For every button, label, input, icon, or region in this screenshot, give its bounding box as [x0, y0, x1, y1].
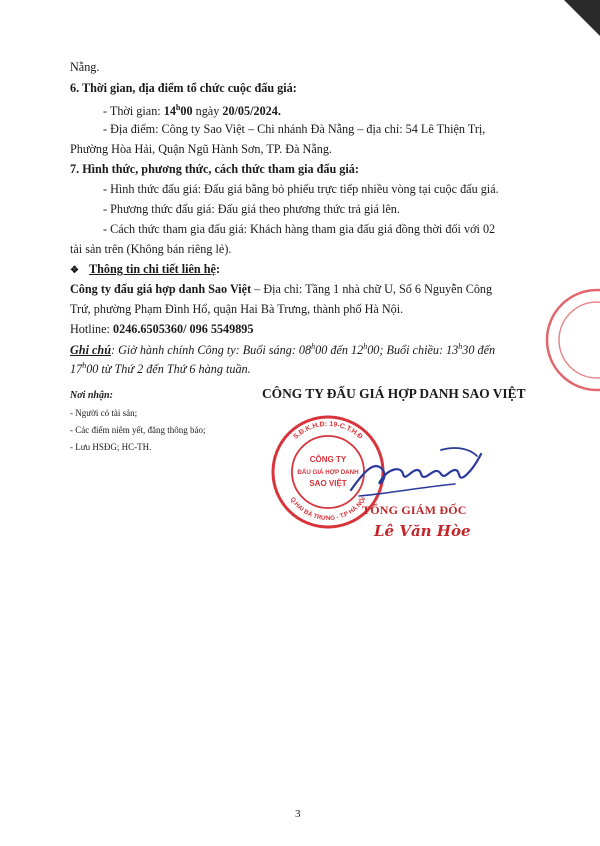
- hotline: [70, 321, 254, 337]
- contact-colon: :: [215, 262, 220, 276]
- section-7-title: 7. Hình thức, phương thức, cách thức tham gia đấu giá:: [70, 162, 359, 176]
- time-hour: 14: [163, 104, 176, 119]
- auction-time: [103, 100, 281, 119]
- note-sup-2: h: [363, 342, 368, 351]
- stamp-line-3: SAO VIỆT: [309, 479, 347, 488]
- contact-address-2: Trứ, phường Phạm Đình Hổ, quận Hai Bà Trưng, thành phố Hà Nội.: [70, 302, 404, 316]
- note-sup-1: h: [311, 342, 316, 351]
- note-text-b: 00 đến 12: [315, 343, 364, 358]
- note-sup-3: h: [458, 342, 463, 351]
- auction-form: - Hình thức đấu giá: Đấu giá bằng bỏ phiếu trực tiếp nhiều vòng tại cuộc đấu giá.: [103, 182, 499, 196]
- contact-address-1: [70, 281, 492, 297]
- contact-company: Công ty đấu giá hợp danh Sao Việt: [70, 282, 252, 296]
- handwritten-signature-icon: [345, 440, 485, 510]
- diamond-bullet-icon: ❖: [70, 265, 79, 276]
- recipients-title: [70, 390, 113, 401]
- signer-title: TỔNG GIÁM ĐỐC: [362, 503, 467, 517]
- partial-stamp-right: [545, 285, 600, 395]
- stamp-ring-bottom: Q.HAI BÀ TRƯNG - T.P HÀ NỘI: [288, 496, 368, 523]
- note-line-2: [70, 358, 251, 377]
- recipient-item: - Người có tài sản;: [70, 408, 138, 418]
- time-minute: 00: [180, 104, 193, 119]
- note-text-f: 00 từ Thứ 2 đến Thứ 6 hàng tuần.: [86, 362, 251, 377]
- recipients-title-text: Nơi nhận: [70, 390, 110, 401]
- stamp-ring-top: S.Đ.K.H.Đ: 19-C.T.H.Đ: [292, 420, 364, 441]
- contact-address-text: – Địa chỉ: Tầng 1 nhà chữ U, Số 6 Nguyễn Công: [251, 282, 493, 296]
- auction-place-2: Phường Hòa Hải, Quận Ngũ Hành Sơn, TP. Đà Nẵng.: [70, 142, 332, 156]
- auction-method: - Phương thức đấu giá: Đấu giá theo phương thức trả giá lên.: [103, 202, 400, 216]
- page-number: 3: [295, 808, 301, 820]
- note-text-d: 30 đến: [462, 343, 496, 358]
- recipient-item: - Các điểm niêm yết, đăng thông báo;: [70, 425, 206, 435]
- participation-method-1: - Cách thức tham gia đấu giá: Khách hàng tham gia đấu giá đồng thời đối với 02: [103, 222, 496, 236]
- note-line-1: [70, 339, 495, 358]
- note-text-a: : Giờ hành chính Công ty: Buổi sáng: 08: [110, 343, 312, 358]
- recipients-colon: :: [109, 390, 113, 401]
- section-6-title: 6. Thời gian, địa điểm tổ chức cuộc đấu giá:: [70, 81, 297, 95]
- contact-heading: [70, 261, 220, 279]
- note-label: Ghi chú: [70, 343, 111, 358]
- text-line-continued: Nẵng.: [70, 60, 100, 74]
- time-date: 20/05/2024.: [222, 104, 281, 119]
- contact-title: Thông tin chi tiết liên hệ: [88, 262, 216, 276]
- time-label: - Thời gian:: [103, 104, 164, 119]
- hotline-value: 0246.6505360/ 096 5549895: [113, 322, 254, 336]
- participation-method-2: tài sản trên (Không bán riêng lẻ).: [70, 242, 232, 256]
- auction-place-1: - Địa điểm: Công ty Sao Việt – Chi nhánh Đà Nẵng – địa chỉ: 54 Lê Thiện Trị,: [103, 122, 486, 136]
- stamp-line-2: ĐẤU GIÁ HỢP DANH: [297, 469, 359, 476]
- time-hour-sup: h: [175, 103, 181, 112]
- time-mid: ngày: [192, 104, 223, 119]
- stamp-line-1: CÔNG TY: [309, 455, 347, 464]
- note-sup-4: h: [82, 361, 87, 370]
- recipient-item: - Lưu HSĐG; HC-TH.: [70, 442, 152, 452]
- signing-company: CÔNG TY ĐẤU GIÁ HỢP DANH SAO VIỆT: [262, 386, 526, 401]
- hotline-label: Hotline:: [70, 322, 113, 336]
- note-text-e: 17: [70, 362, 83, 377]
- note-text-c: 00; Buổi chiều: 13: [367, 343, 459, 358]
- signer-name: Lê Văn Hòe: [374, 522, 471, 540]
